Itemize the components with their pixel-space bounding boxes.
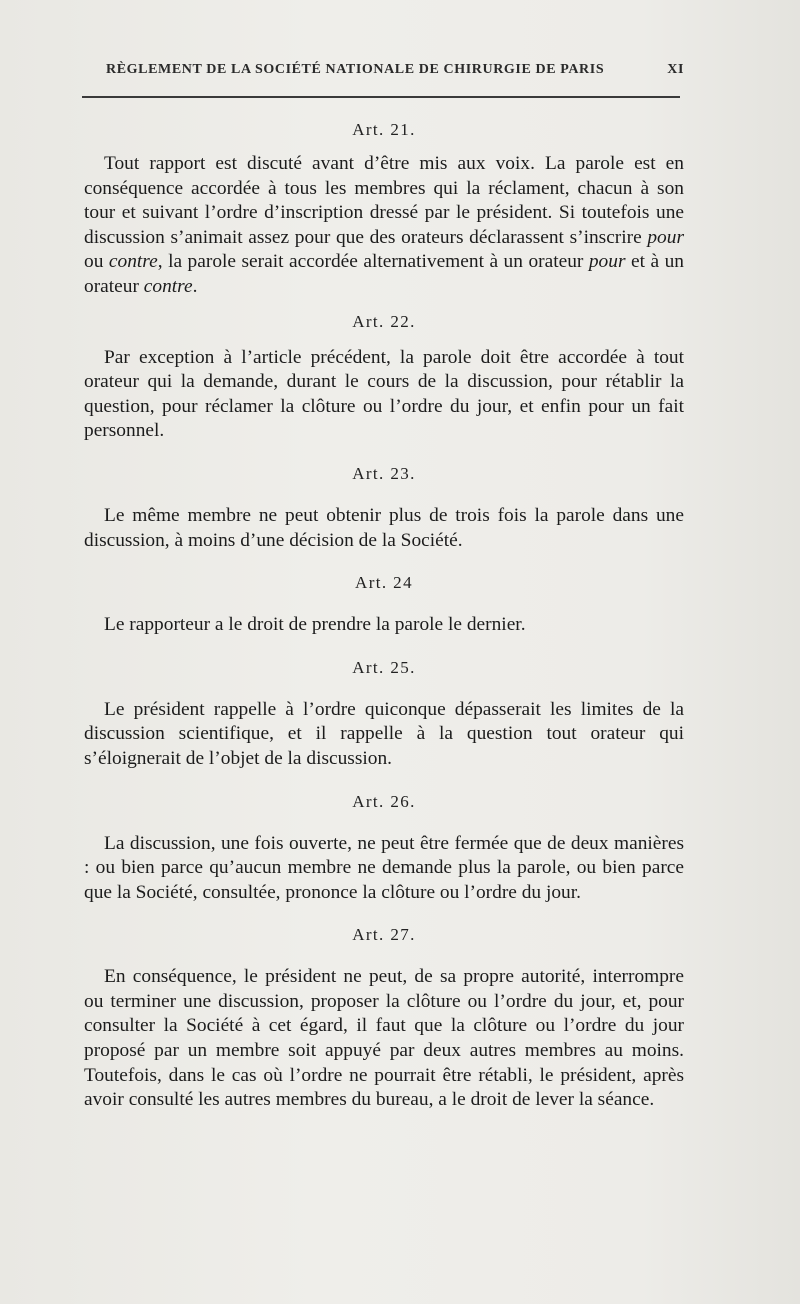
article-25-title: Art. 25.: [352, 657, 416, 677]
article-24-text: Le rapporteur a le droit de prendre la parole le dernier.: [104, 614, 526, 636]
header-rule: [82, 96, 680, 98]
article-21-title: Art. 21.: [352, 120, 416, 139]
article-23-title: Art. 23.: [352, 463, 416, 483]
article-24-title: Art. 24: [355, 573, 413, 593]
emphasis-contre: contre: [108, 251, 158, 273]
article-27-text: En conséquence, le président ne peut, de sa propre autorité, interrompre ou terminer une discussion, proposer la clôture ou l’ordre du jour, et, pour consulter la Société à cet égard, il faut que la clôture ou l’ordre du jour proposé par un membre soit appuyé par deux autres membres au moins. Toutefois, dans le cas où l’ordre ne pourrait être rétabli, le président, après avoir consulté les autres membres du bureau, a le droit de lever la séance.: [84, 966, 684, 1111]
page-body: [84, 118, 684, 1113]
article-26-text: La discussion, une fois ouverte, ne peut être fermée que de deux manières : ou bien parce qu’aucun membre ne demande plus la parole, ou bien parce que la Société, consultée, prononce la clôture ou l’ordre du jour.: [84, 832, 684, 903]
emphasis-contre: contre: [143, 275, 193, 297]
emphasis-pour: pour: [588, 251, 626, 273]
article-22-text: Par exception à l’article précédent, la parole doit être accordée à tout orateur qui la demande, durant le cours de la discussion, pour rétablir la question, pour réclamer la clôture ou l’ordre du jour, et enfin pour un fait personnel.: [84, 346, 684, 442]
article-22-title: Art. 22.: [352, 311, 416, 331]
running-head-title: RÈGLEMENT DE LA SOCIÉTÉ NATIONALE DE CHIRURGIE DE PARIS: [106, 62, 605, 77]
article-27-title: Art. 27.: [352, 925, 416, 945]
emphasis-pour: pour: [647, 226, 684, 248]
article-21-text: Tout rapport est discuté avant d’être mis aux voix. La parole est en conséquence accordée à tous les membres qui la réclament, chacun à son tour et suivant l’ordre d’inscription dressé par le président. Si toutefois une discussion s’animait assez pour que des orateurs déclarassent s’inscrire pour ou contre, la parole serait accordée alternativement à un orateur pour et à un orateur contre.: [84, 153, 684, 297]
running-head: [106, 62, 684, 84]
article-26-title: Art. 26.: [352, 791, 416, 811]
article-23-text: Le même membre ne peut obtenir plus de trois fois la parole dans une discussion, à moins d’une décision de la Société.: [84, 504, 684, 551]
page-number: XI: [667, 62, 684, 77]
article-25-text: Le président rappelle à l’ordre quiconque dépasserait les limites de la discussion scientifique, et il rappelle à la question tout orateur qui s’éloignerait de l’objet de la discussion.: [84, 698, 684, 769]
